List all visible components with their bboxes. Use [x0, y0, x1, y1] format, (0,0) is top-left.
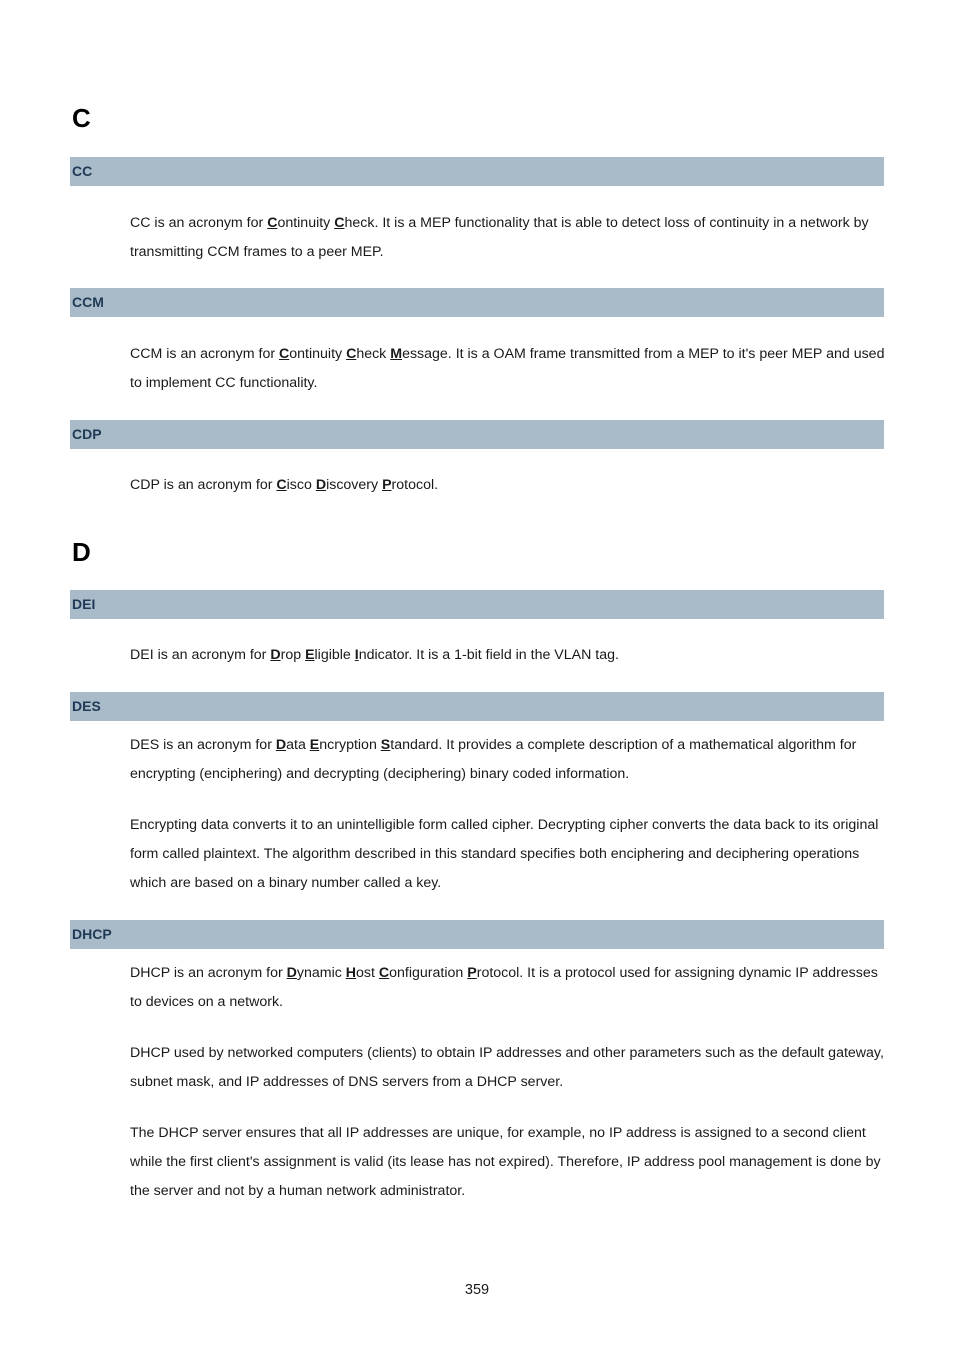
term-definition-dei: DEI is an acronym for Drop Eligible Indicator. It is a 1-bit field in the VLAN tag.: [130, 647, 619, 663]
acronym-letter: C: [276, 477, 287, 493]
acronym-letter: D: [315, 477, 327, 493]
acronym-letter: C: [279, 346, 290, 362]
acronym-letter: C: [378, 965, 390, 981]
term-definition-des-paragraph-2: Encrypting data converts it to an unintelligible form called cipher. Decrypting cipher converts the data back to its original form called plaintext. The algorithm described in this standard specifies both enciphering and deciphering operations which are based on a binary number called a key.: [130, 817, 879, 891]
term-heading-cdp: CDP: [70, 420, 884, 449]
acronym-letter: H: [345, 965, 357, 981]
term-definition-dhcp-paragraph-3: The DHCP server ensures that all IP addresses are unique, for example, no IP address is assigned to a second client while the first client's assignment is valid (its lease has not expired). Therefore, IP address pool management is done by the server and not by a human network administrator.: [130, 1125, 881, 1199]
term-definition-ccm: CCM is an acronym for Continuity Check Message. It is a OAM frame transmitted from a MEP to it's peer MEP and used to implement CC functionality.: [130, 346, 885, 391]
acronym-letter: D: [286, 965, 297, 981]
term-heading-dei: DEI: [70, 590, 884, 619]
term-definition-cdp: CDP is an acronym for Cisco Discovery Protocol.: [130, 477, 439, 493]
term-heading-cc: CC: [70, 157, 884, 186]
term-definition-dhcp: DHCP is an acronym for Dynamic Host Configuration Protocol. It is a protocol used for assigning dynamic IP addresses to devices on a network.: [130, 965, 878, 1010]
acronym-letter: S: [380, 737, 391, 753]
acronym-letter: C: [267, 215, 278, 231]
term-heading-des: DES: [70, 692, 884, 721]
section-letter-c: C: [72, 103, 91, 133]
acronym-letter: D: [270, 647, 281, 663]
term-definition-cc: CC is an acronym for Continuity Check. It is a MEP functionality that is able to detect loss of continuity in a network by transmitting CCM frames to a peer MEP.: [130, 215, 869, 260]
acronym-letter: D: [275, 737, 287, 753]
acronym-letter: C: [346, 346, 357, 362]
acronym-letter: I: [354, 647, 359, 663]
acronym-letter: C: [334, 215, 345, 231]
acronym-letter: M: [390, 346, 403, 362]
acronym-letter: E: [309, 737, 320, 753]
acronym-letter: P: [382, 477, 392, 493]
term-definition-dhcp-paragraph-2: DHCP used by networked computers (clients) to obtain IP addresses and other parameters such as the default gateway, subnet mask, and IP addresses of DNS servers from a DHCP server.: [130, 1045, 884, 1090]
acronym-letter: E: [305, 647, 315, 663]
page-number: 359: [464, 1282, 490, 1298]
acronym-letter: P: [467, 965, 477, 981]
term-heading-ccm: CCM: [70, 288, 884, 317]
term-heading-dhcp: DHCP: [70, 920, 884, 949]
term-definition-des: DES is an acronym for Data Encryption Standard. It provides a complete description of a mathematical algorithm for encrypting (enciphering) and decrypting (deciphering) binary coded information.: [130, 737, 857, 782]
section-letter-d: D: [72, 537, 91, 567]
